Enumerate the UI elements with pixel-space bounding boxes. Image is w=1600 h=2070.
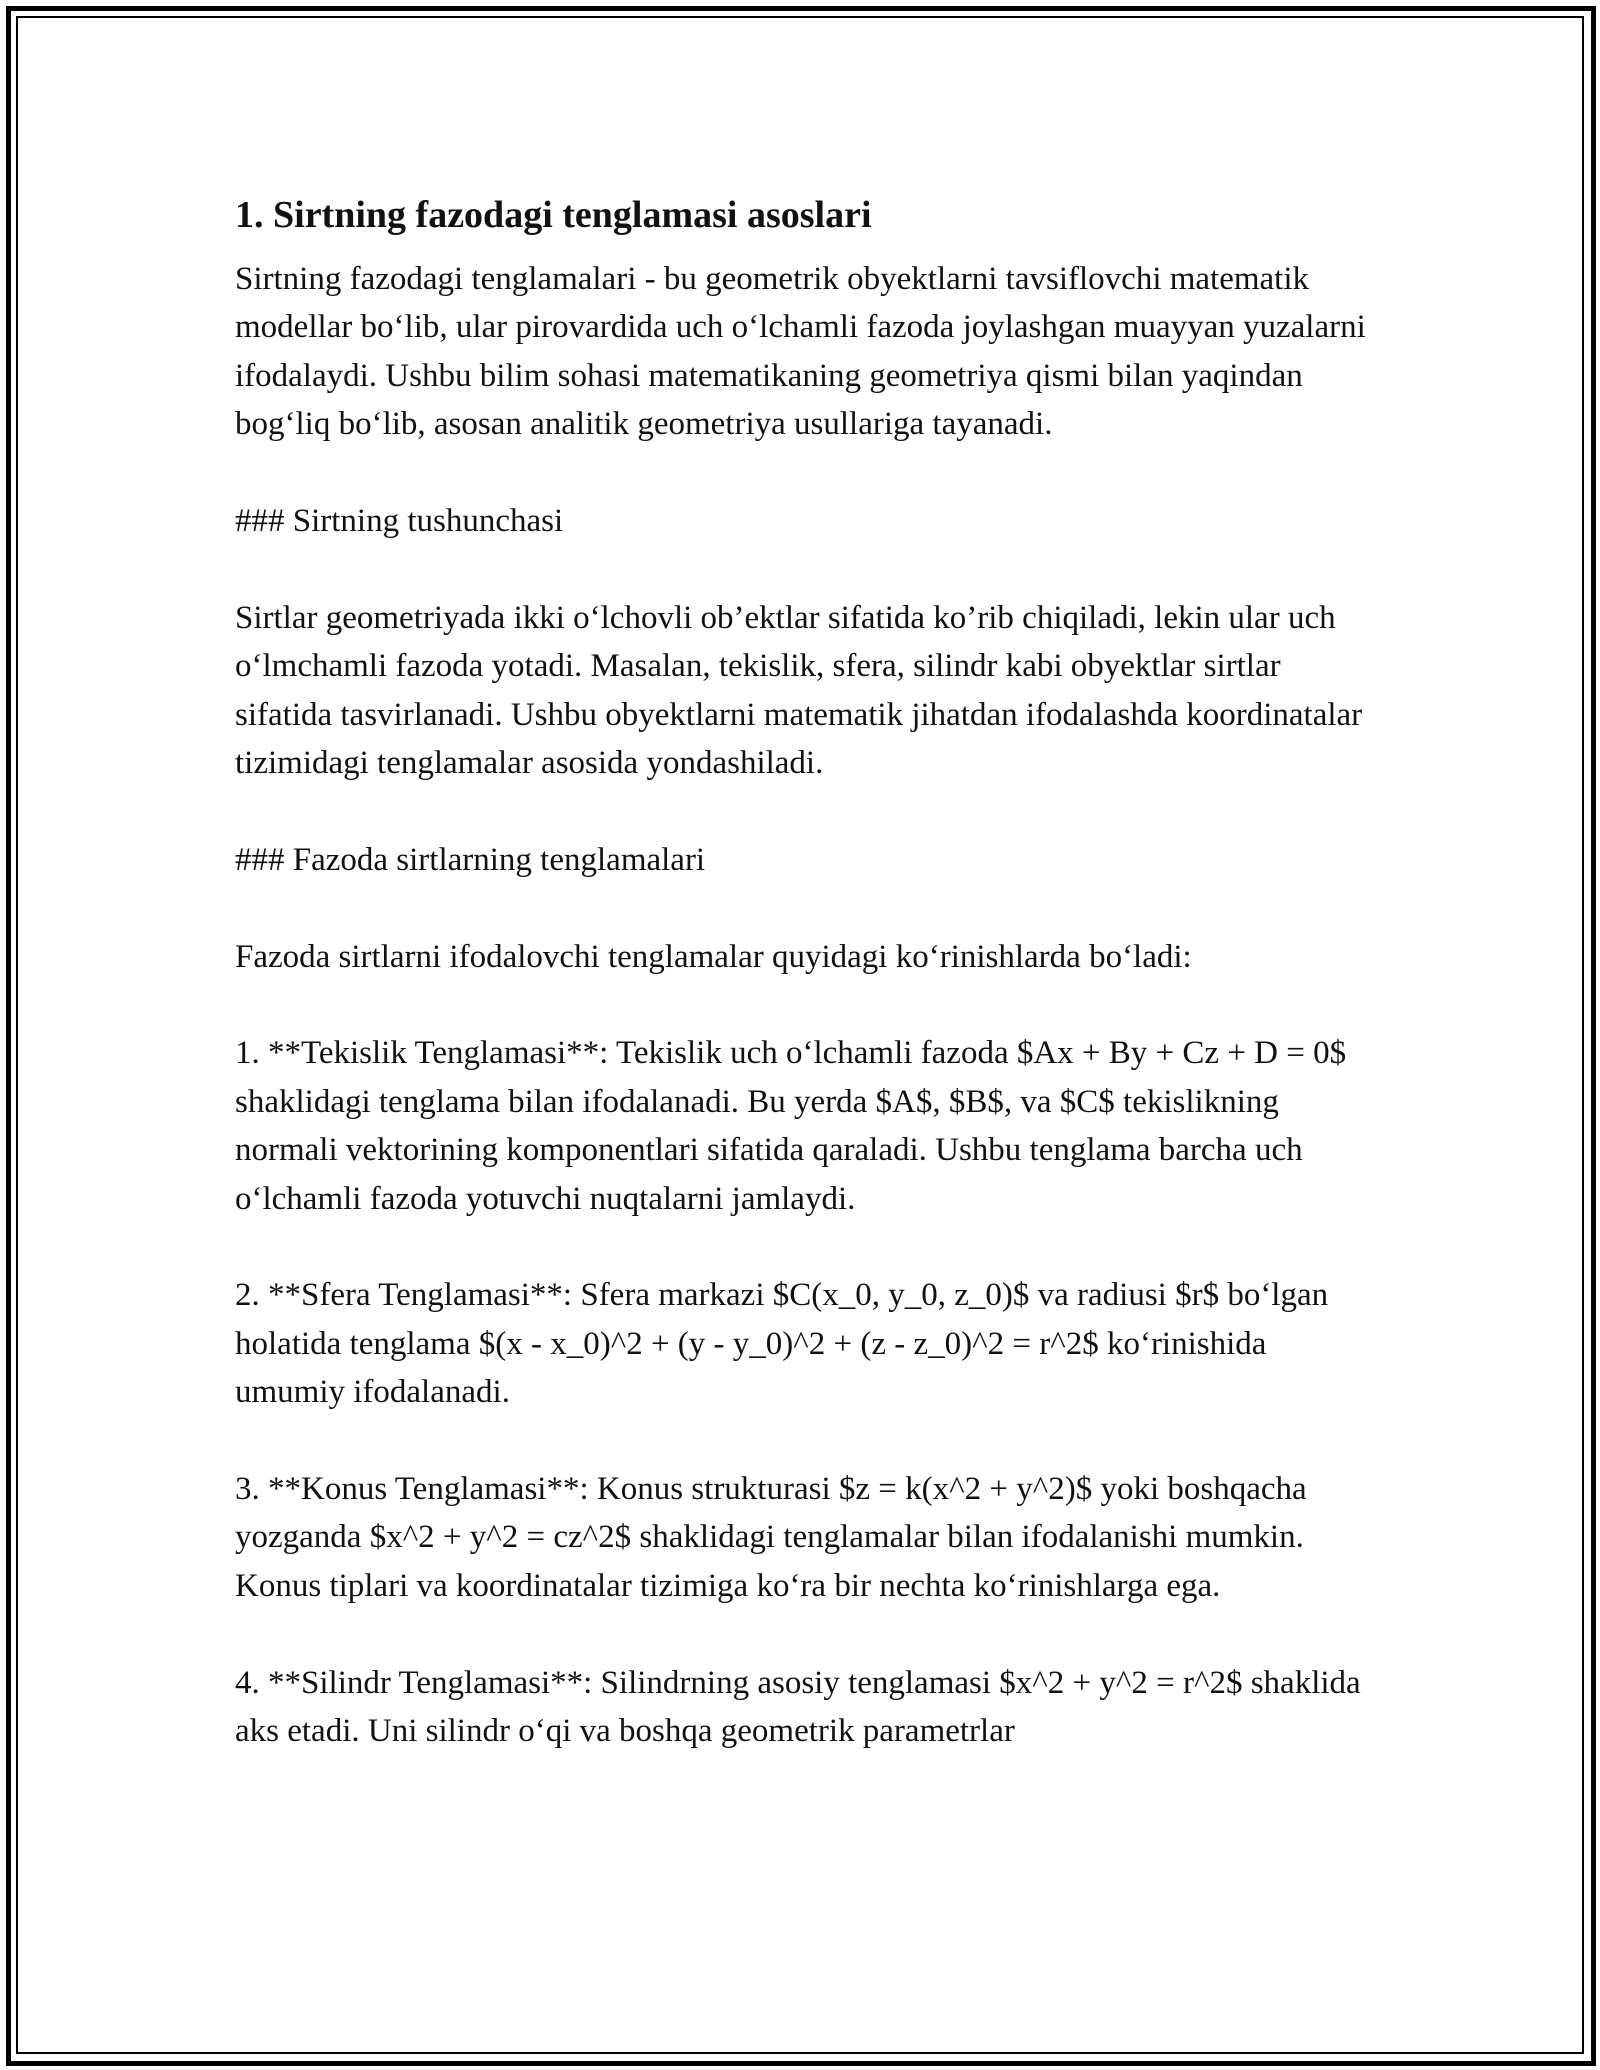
list-item-tekislik: 1. **Tekislik Tenglamasi**: Tekislik uch o‘lchamli fazoda $Ax + By + Cz + D = 0$ shaklidagi tenglama bilan ifodalanadi. Bu yerda $A$, $B$, va $C$ tekislikning normali vektorining komponentlari sifatida qaraladi. Ushbu tenglama barcha uch o‘lchamli fazoda yotuvchi nuqtalarni jamlaydi. bbox=[235, 1035, 1347, 1217]
list-item-konus: 3. **Konus Tenglamasi**: Konus strukturasi $z = k(x^2 + y^2)$ yoki boshqacha yozganda $x^2 + y^2 = cz^2$ shaklidagi tenglamalar bilan ifodalanishi mumkin. Konus tiplari va koordinatalar tizimiga ko‘ra bir nechta ko‘rinishlarga ega. bbox=[235, 1471, 1307, 1604]
document-body bbox=[235, 183, 1375, 1755]
subheading-fazoda-sirtlar: ### Fazoda sirtlarning tenglamalari bbox=[235, 841, 706, 878]
paragraph-fazoda-intro: Fazoda sirtlarni ifodalovchi tenglamalar quyidagi ko‘rinishlarda bo‘ladi: bbox=[235, 938, 1192, 975]
paragraph-sirt-tushunchasi: Sirtlar geometriyada ikki o‘lchovli ob’ektlar sifatida ko’rib chiqiladi, lekin ular uch o‘lmchamli fazoda yotadi. Masalan, tekislik, sfera, silindr kabi obyektlar sirtlar sifatida tasvirlanadi. Ushbu obyektlarni matematik jihatdan ifodalashda koordinatalar tizimidagi tenglamalar asosida yondashiladi. bbox=[235, 599, 1363, 782]
section-heading: 1. Sirtning fazodagi tenglamasi asoslari bbox=[235, 194, 872, 236]
list-item-sfera: 2. **Sfera Tenglamasi**: Sfera markazi $C(x_0, y_0, z_0)$ va radiusi $r$ bo‘lgan holatida tenglama $(x - x_0)^2 + (y - y_0)^2 + (z - z_0)^2 = r^2$ ko‘rinishida umumiy ifodalanadi. bbox=[235, 1277, 1329, 1411]
paragraph-intro: Sirtning fazodagi tenglamalari - bu geometrik obyektlarni tavsiflovchi matematik modellar bo‘lib, ular pirovardida uch o‘lchamli fazoda joylashgan muayyan yuzalarni ifodalaydi. Ushbu bilim sohasi matematikaning geometriya qismi bilan yaqindan bog‘liq bo‘lib, asosan analitik geometriya usullariga tayanadi. bbox=[235, 261, 1366, 443]
subheading-sirtning-tushunchasi: ### Sirtning tushunchasi bbox=[235, 503, 564, 540]
list-item-silindr: 4. **Silindr Tenglamasi**: Silindrning asosiy tenglamasi $x^2 + y^2 = r^2$ shaklida aks etadi. Uni silindr o‘qi va boshqa geometrik parametrlar bbox=[235, 1664, 1361, 1750]
